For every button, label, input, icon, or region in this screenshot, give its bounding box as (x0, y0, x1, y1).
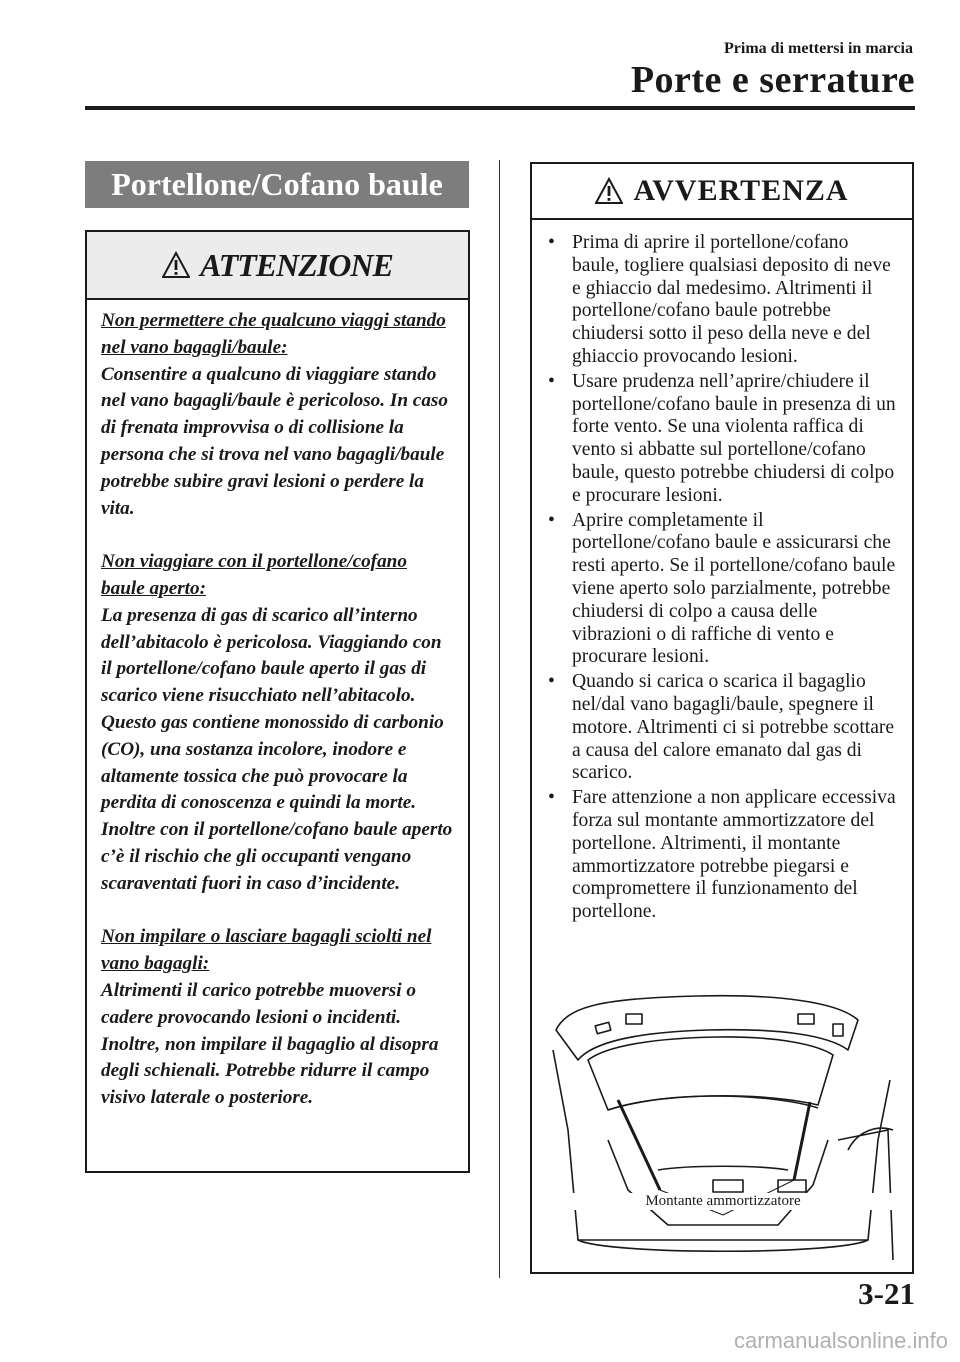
list-item-text: Quando si carica o scarica il bagaglio nel/dal vano bagagli/baule, spegnere il motore. Altrimenti ci si potrebbe scottare a causa del calore emanato dal gas di scarico. (572, 671, 895, 784)
attention-heading: Non impilare o lasciare bagagli sciolti nel vano bagagli: (101, 926, 432, 975)
warning-triangle-icon (595, 177, 623, 205)
figure-caption: Montante ammortizzatore (548, 1193, 898, 1210)
list-item-text: Usare prudenza nell’aprire/chiudere il portellone/cofano baule in presenza di un forte vento. Se una violenta raffica di vento si abbatte sul portellone/cofano baule, questo potrebbe chiudersi di colpo e procurare lesioni. (572, 370, 896, 506)
warning-label: AVVERTENZA (633, 174, 849, 207)
bullet-icon: • (548, 232, 555, 253)
bullet-icon: • (548, 370, 555, 392)
attention-block-3 (101, 924, 454, 1112)
header-rule (85, 106, 915, 110)
list-item (542, 371, 900, 508)
bullet-icon: • (548, 671, 555, 693)
list-item-text: Aprire completamente il portellone/cofano baule e assicurarsi che resti aperto. Se il portellone/cofano baule viene aperto solo parzialmente, potrebbe chiudersi di colpo a causa delle vibrazioni o di raffiche di vento e procurare lesioni. (572, 509, 896, 668)
attention-block-1 (101, 308, 454, 522)
attention-text: Consentire a qualcuno di viaggiare stando nel vano bagagli/baule è pericoloso. In caso di frenata improvvisa o di collisione la persona che si trova nel vano bagagli/baule potrebbe subire gravi lesioni o perdere la vita. (101, 363, 448, 519)
list-item (542, 787, 900, 924)
chapter-title: Prima di mettersi in marcia (724, 40, 913, 57)
attention-label: ATTENZIONE (200, 246, 393, 283)
attention-box (85, 230, 470, 1173)
attention-body (87, 300, 468, 1112)
warning-body (532, 220, 912, 924)
list-item (542, 232, 900, 369)
bullet-icon: • (548, 787, 555, 809)
bullet-icon: • (548, 509, 555, 531)
attention-heading: Non viaggiare con il portellone/cofano baule aperto: (101, 551, 407, 599)
tailgate-illustration (548, 990, 898, 1264)
list-item (542, 510, 900, 670)
page-title: Porte e serrature (630, 59, 915, 101)
warning-triangle-icon (162, 251, 190, 279)
watermark: carmanualsonline.info (733, 1328, 948, 1353)
attention-block-2 (101, 549, 454, 897)
warning-header (532, 164, 912, 220)
attention-text: La presenza di gas di scarico all’interno dell’abitacolo è pericolosa. Viaggiando con il portellone/cofano baule aperto il gas di scarico viene risucchiato nell’abitacolo. Questo gas contiene monossido di carbonio (CO), una sostanza incolore, inodore e altamente tossica che può provocare la perdita di conoscenza e quindi la morte. Inoltre con il portellone/cofano baule aperto c’è il rischio che gli occupanti vengano scaraventati fuori in caso d’incidente. (101, 604, 453, 894)
attention-header (87, 232, 468, 300)
list-item-text: Fare attenzione a non applicare eccessiva forza sul montante ammortizzatore del portellone. Altrimenti, il montante ammortizzatore potrebbe piegarsi e compromettere il funzionamento del portellone. (572, 787, 896, 923)
page-number: 3-21 (858, 1276, 915, 1311)
column-divider (499, 160, 500, 1278)
attention-text: Altrimenti il carico potrebbe muoversi o cadere provocando lesioni o incidenti. Inoltre, non impilare il bagaglio al disopra degli schienali. Potrebbe ridurre il campo visivo laterale o posteriore. (101, 979, 439, 1109)
section-title: Portellone/Cofano baule (85, 161, 469, 208)
tailgate-drawing (548, 990, 898, 1264)
list-item (542, 671, 900, 785)
warning-list (542, 232, 900, 924)
attention-heading: Non permettere che qualcuno viaggi stando nel vano bagagli/baule: (101, 310, 446, 358)
list-item-text: Prima di aprire il portellone/cofano baule, togliere qualsiasi deposito di neve e ghiaccio dal medesimo. Altrimenti il portellone/cofano baule potrebbe chiudersi sotto il peso della neve e del ghiaccio provocando lesioni. (572, 232, 891, 367)
